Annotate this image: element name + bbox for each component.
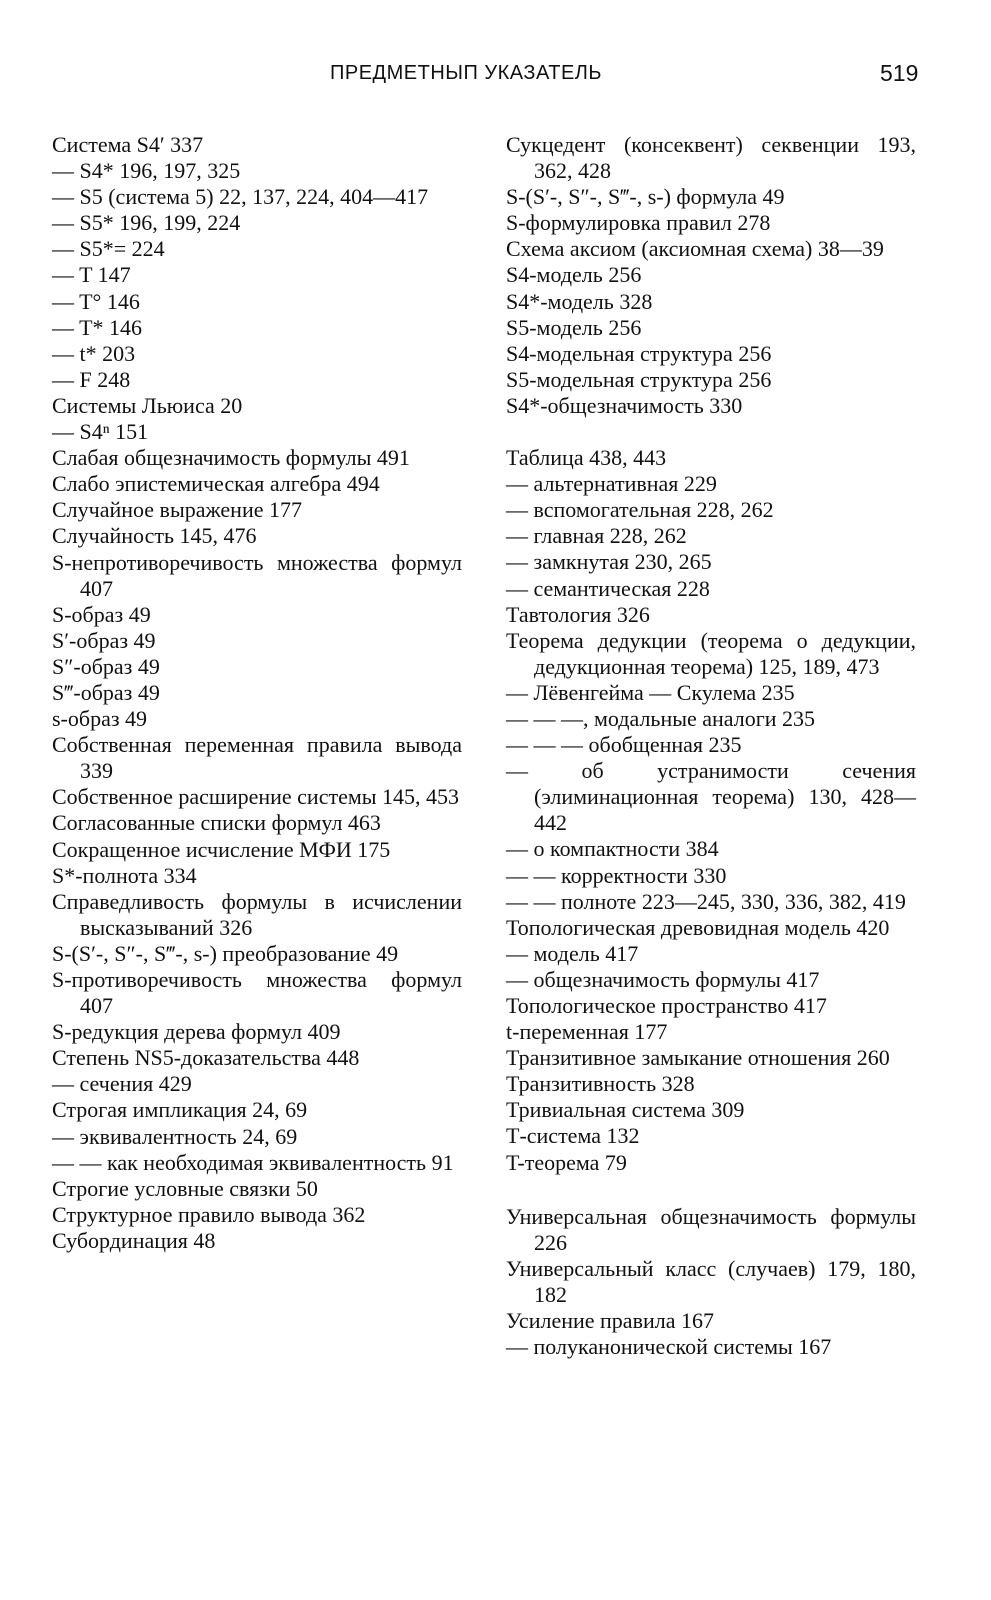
index-entry: S-образ 49 — [52, 601, 151, 627]
index-entry: — альтернативная 229 — [506, 471, 717, 497]
index-entry: Слабо эпистемическая алгебра 494 — [52, 471, 380, 497]
index-column-left — [52, 132, 468, 1254]
index-entry: — Лёвенгейма — Скулема 235 — [506, 679, 795, 705]
index-entry: Сокращенное исчисление МФИ 175 — [52, 836, 391, 862]
index-entry: Усиление правила 167 — [506, 1308, 714, 1334]
running-title: ПРЕДМЕТНЫП УКАЗАТЕЛЬ — [330, 62, 603, 84]
index-entry: — S4ⁿ 151 — [52, 419, 149, 445]
index-entry: Схема аксиом (аксиомная схема) 38—39 — [506, 236, 884, 262]
index-entry: S″-образ 49 — [52, 653, 160, 679]
index-entry: — сечения 429 — [52, 1071, 192, 1097]
index-entry: — — — обобщенная 235 — [506, 732, 742, 758]
index-entry: Топологическое пространство 417 — [506, 993, 827, 1018]
index-entry: — — —, модальные аналоги 235 — [506, 705, 816, 731]
index-group-t — [506, 445, 922, 1176]
index-entry: Справедливость формулы в исчислении высказываний 326 — [52, 888, 468, 940]
index-entry: — S5*= 224 — [52, 236, 165, 262]
group-divider — [506, 419, 916, 445]
index-entry: Т-система 132 — [506, 1123, 640, 1149]
index-entry: Степень NS5-доказательства 448 — [52, 1045, 360, 1071]
index-entry: Строгая импликация 24, 69 — [52, 1097, 308, 1123]
index-entry: S-редукция дерева формул 409 — [52, 1019, 341, 1045]
index-entry: Транзитивное замыкание отношения 260 — [506, 1045, 890, 1071]
index-entry: S-формулировка правил 278 — [506, 210, 771, 236]
index-entry: — об устранимости сечения (элиминационная теорема) 130, 428—442 — [506, 758, 922, 836]
index-entry: S4-модельная структура 256 — [506, 340, 772, 366]
index-entry: Слабая общезначимость формулы 491 — [52, 445, 410, 471]
index-entry: — T° 146 — [52, 288, 140, 314]
index-entry: S4*-общезначимость 330 — [506, 392, 743, 418]
index-entry: Универсальная общезначимость формулы 226 — [506, 1203, 922, 1255]
index-entry: Теорема дедукции (теорема о дедукции, дедукционная теорема) 125, 189, 473 — [506, 627, 922, 679]
index-entry: — главная 228, 262 — [506, 523, 687, 549]
index-entry: Случайное выражение 177 — [52, 497, 302, 523]
index-entry: T-теорема 79 — [506, 1149, 627, 1175]
index-entry: — S5 (система 5) 22, 137, 224, 404—417 — [52, 184, 429, 210]
index-entry: Тривиальная система 309 — [506, 1097, 745, 1123]
index-entry: Строгие условные связки 50 — [52, 1175, 318, 1201]
index-entry: s-образ 49 — [52, 706, 148, 732]
index-entry: — — как необходимая эквивалентность 91 — [52, 1149, 454, 1175]
index-entry: — T 147 — [52, 262, 131, 288]
index-entry: — общезначимость формулы 417 — [506, 966, 820, 992]
index-entry: — модель 417 — [506, 940, 639, 966]
index-entry: — S4* 196, 197, 325 — [52, 158, 241, 184]
index-entry: S*-полнота 334 — [52, 862, 197, 888]
index-entry: — F 248 — [52, 366, 131, 392]
index-entry: — S5* 196, 199, 224 — [52, 210, 241, 236]
index-entry: S5-модель 256 — [506, 314, 642, 340]
index-entry: S4*-модель 328 — [506, 288, 653, 314]
index-entry: — вспомогательная 228, 262 — [506, 497, 774, 523]
index-entry: S-(S′-, S″-, S‴-, s-) формула 49 — [506, 184, 785, 210]
index-entry: S-непротиворечивость множества формул 407 — [52, 549, 468, 601]
index-group-s — [506, 132, 922, 419]
page-number: 519 — [880, 60, 919, 86]
index-entry: t-переменная 177 — [506, 1019, 668, 1045]
index-entry: Система S4′ 337 — [52, 132, 204, 157]
index-entry: Собственная переменная правила вывода 339 — [52, 732, 468, 784]
index-group-u — [506, 1203, 922, 1361]
index-entry: — полуканонической системы 167 — [506, 1334, 832, 1360]
index-entry: Согласованные списки формул 463 — [52, 810, 381, 836]
page-header — [0, 62, 991, 102]
index-entry: — t* 203 — [52, 340, 136, 366]
index-entry: Сукцедент (консеквент) секвенции 193, 362, 428 — [506, 132, 922, 184]
index-entry: — о компактности 384 — [506, 836, 719, 862]
index-entry: S5-модельная структура 256 — [506, 366, 772, 392]
index-entry: — — корректности 330 — [506, 862, 727, 888]
index-entry: Системы Льюиса 20 — [52, 392, 243, 418]
index-entry: S4-модель 256 — [506, 262, 642, 288]
index-entry: Топологическая древовидная модель 420 — [506, 914, 890, 940]
index-entry: Случайность 145, 476 — [52, 523, 257, 549]
index-entry: Универсальный класс (случаев) 179, 180, 182 — [506, 1255, 922, 1307]
index-entry: Тавтология 326 — [506, 601, 650, 627]
index-entry: Транзитивность 328 — [506, 1071, 695, 1097]
index-entry: Собственное расширение системы 145, 453 — [52, 784, 460, 810]
index-entry: S-(S′-, S″-, S‴-, s-) преобразование 49 — [52, 940, 399, 966]
index-column-right — [506, 132, 922, 1360]
index-entry: — T* 146 — [52, 314, 143, 340]
group-divider — [506, 1176, 916, 1204]
index-entry: — замкнутая 230, 265 — [506, 549, 712, 575]
index-entry: — эквивалентность 24, 69 — [52, 1123, 298, 1149]
index-entry: Субординация 48 — [52, 1227, 216, 1253]
index-entry: — — полноте 223—245, 330, 336, 382, 419 — [506, 888, 906, 914]
index-entry: S‴-образ 49 — [52, 679, 160, 705]
index-entry: Структурное правило вывода 362 — [52, 1201, 366, 1227]
index-entry: — семантическая 228 — [506, 575, 710, 601]
index-entry: S-противоречивость множества формул 407 — [52, 967, 468, 1019]
index-entry: S′-образ 49 — [52, 627, 156, 653]
index-entry: Таблица 438, 443 — [506, 445, 667, 471]
